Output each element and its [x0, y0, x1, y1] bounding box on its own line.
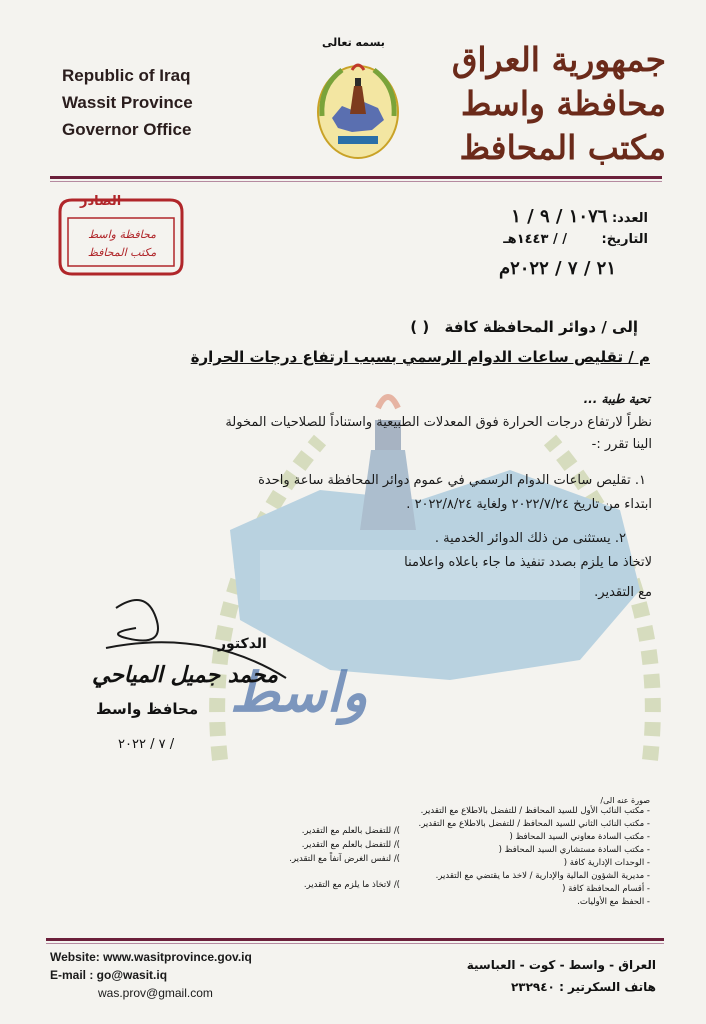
english-letterhead-line-1: Republic of Iraq — [62, 66, 191, 85]
cc-note: )/ لاتخاذ ما يلزم مع التقدير. — [303, 880, 400, 890]
reference-number — [511, 206, 648, 227]
stamp-inner-line-2: مكتب المحافظ — [87, 246, 157, 259]
footer-website: Website: www.wasitprovince.gov.iq — [50, 950, 252, 964]
cc-note: )/ لنفس الغرض آنفاً مع التقدير. — [289, 854, 400, 864]
letter-paragraph: نظراً لارتفاع درجات الحرارة فوق المعدلات الطبيعية واستناداً للصلاحيات المخولة — [225, 415, 652, 430]
signature-title: الدكتور — [218, 636, 267, 652]
footer-email-2: was.prov@gmail.com — [98, 986, 213, 1000]
stamp-inner-line-1: محافظة واسط — [87, 228, 157, 241]
addressee-line — [410, 318, 638, 336]
gregorian-date — [499, 258, 616, 279]
watermark-text: واسط — [230, 660, 368, 724]
letter-closing-regards: مع التقدير. — [594, 585, 652, 600]
letter-paragraph-cont: الينا تقرر :- — [591, 437, 652, 452]
cc-heading: صورة عنه الى/ — [600, 796, 650, 805]
cc-item: - مكتب النائب الأول للسيد المحافظ / للتفضل بالاطلاع مع التقدير. — [420, 806, 650, 816]
cc-item: - أقسام المحافظة كافة ( — [562, 884, 650, 894]
handwritten-signature-icon — [86, 588, 326, 708]
stamp-title: الصادر — [80, 194, 122, 209]
cc-item: - مكتب السادة معاوني السيد المحافظ ( — [509, 832, 650, 842]
arabic-letterhead-line-2: محافظة واسط — [460, 84, 666, 123]
reference-date — [503, 232, 648, 247]
english-letterhead-line-2: Wassit Province — [62, 93, 193, 112]
addressee-text: إلى / دوائر المحافظة كافة — [444, 318, 638, 336]
footer-divider-thin — [46, 943, 664, 944]
signature-role: محافظ واسط — [96, 700, 199, 718]
cc-item: - مديرية الشؤون المالية والإدارية / لاخذ ما يقتضي مع التقدير. — [435, 871, 650, 881]
cc-item: - مكتب السادة مستشاري السيد المحافظ ( — [498, 845, 650, 855]
province-emblem-icon — [312, 56, 404, 166]
reference-number-label: العدد: — [611, 211, 648, 226]
letter-greeting: تحية طيبة ... — [583, 392, 650, 406]
hijri-date: / / ١٤٤٣هـ — [503, 232, 567, 247]
signature-date: / ٧ / ٢٠٢٢ — [118, 737, 175, 752]
gregorian-date-value: ٢١ / ٧ / ٢٠٢٢م — [498, 258, 616, 279]
decision-item-1-cont: ابتداء من تاريخ ٢٠٢٢/٧/٢٤ ولغاية ٢٠٢٢/٨/٢٤ . — [406, 497, 652, 512]
footer-divider — [46, 938, 664, 941]
cc-note: )/ للتفضل بالعلم مع التقدير. — [301, 826, 400, 836]
stamp-inner — [72, 226, 172, 262]
reference-date-label: التاريخ: — [601, 232, 648, 247]
letter-subject: م / تقليص ساعات الدوام الرسمي بسبب ارتفاع درجات الحرارة — [190, 348, 650, 366]
footer-phone: هاتف السكرتير : ٢٣٢٩٤٠ — [510, 980, 656, 994]
english-letterhead-line-3: Governor Office — [62, 120, 192, 139]
cc-item: - مكتب النائب الثاني للسيد المحافظ / للتفضل بالاطلاع مع التقدير. — [418, 819, 650, 829]
bismillah-text: بسمه تعالى — [322, 36, 385, 49]
arabic-letterhead-line-1: جمهورية العراق — [451, 40, 666, 79]
signature-name: محمد جميل المياحي — [92, 662, 279, 688]
cc-note: )/ للتفضل بالعلم مع التقدير. — [301, 840, 400, 850]
header-divider — [50, 176, 662, 179]
decision-item-2: ٢. يستثنى من ذلك الدوائر الخدمية . — [434, 531, 626, 546]
english-letterhead — [62, 62, 193, 143]
addressee-paren: ( ) — [410, 318, 430, 336]
cc-item: - الوحدات الإدارية كافة ( — [563, 858, 650, 868]
decision-item-1: ١. تقليص ساعات الدوام الرسمي في عموم دوائر المحافظة ساعة واحدة — [258, 473, 646, 488]
reference-number-value: ١٠٧٦ / ٩ / ١ — [511, 206, 608, 227]
letter-closing: لاتخاذ ما يلزم بصدد تنفيذ ما جاء باعلاه واعلامنا — [404, 555, 652, 570]
footer-email: E-mail : go@wasit.iq — [50, 968, 168, 982]
arabic-letterhead-line-3: مكتب المحافظ — [459, 128, 666, 167]
arabic-letterhead — [452, 38, 666, 170]
header-divider-thin — [50, 181, 662, 182]
cc-item: - الحفظ مع الأوليات. — [577, 897, 650, 907]
footer-address: العراق - واسط - كوت - العباسية — [466, 958, 656, 972]
